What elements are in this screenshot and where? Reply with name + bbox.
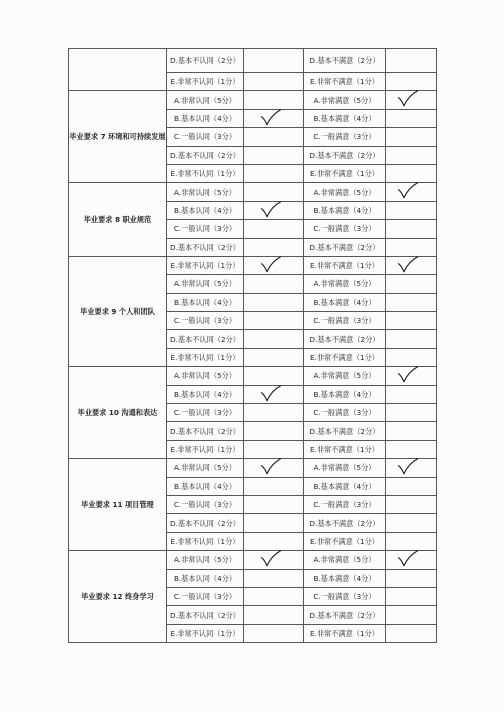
satisfaction-option: E.非常不满意（1分） <box>304 348 386 366</box>
check-mark-icon <box>397 182 419 200</box>
satisfaction-option: A.非常满意（5分） <box>304 275 386 293</box>
satisfaction-check-cell[interactable] <box>386 440 437 458</box>
satisfaction-check-cell[interactable] <box>386 275 437 293</box>
agree-option: C.一般认同（3分） <box>167 495 244 513</box>
satisfaction-option: B.基本满意（4分） <box>304 385 386 403</box>
agree-check-cell[interactable] <box>244 128 304 146</box>
satisfaction-check-cell[interactable] <box>386 49 437 73</box>
table-row <box>69 459 437 477</box>
agree-check-cell[interactable] <box>244 495 304 513</box>
satisfaction-option: E.非常不满意（1分） <box>304 624 386 642</box>
satisfaction-option: D.基本不满意（2分） <box>304 146 386 164</box>
agree-check-cell[interactable] <box>244 624 304 642</box>
satisfaction-option: E.非常不满意（1分） <box>304 73 386 91</box>
satisfaction-check-cell[interactable] <box>386 459 437 477</box>
agree-option: D.基本不认同（2分） <box>167 330 244 348</box>
satisfaction-option: E.非常不满意（1分） <box>304 256 386 274</box>
table-row <box>69 551 437 569</box>
satisfaction-check-cell[interactable] <box>386 109 437 127</box>
agree-check-cell[interactable] <box>244 275 304 293</box>
check-mark-icon <box>397 256 419 274</box>
agree-check-cell[interactable] <box>244 183 304 201</box>
agree-option: A.非常认同（5分） <box>167 459 244 477</box>
agree-check-cell[interactable] <box>244 73 304 91</box>
satisfaction-check-cell[interactable] <box>386 367 437 385</box>
table-row <box>69 49 437 73</box>
agree-check-cell[interactable] <box>244 367 304 385</box>
satisfaction-option: B.基本满意（4分） <box>304 293 386 311</box>
satisfaction-option: D.基本不满意（2分） <box>304 514 386 532</box>
agree-check-cell[interactable] <box>244 569 304 587</box>
agree-option: E.非常不认同（1分） <box>167 73 244 91</box>
agree-check-cell[interactable] <box>244 256 304 274</box>
agree-check-cell[interactable] <box>244 459 304 477</box>
agree-option: E.非常不认同（1分） <box>167 624 244 642</box>
requirement-label: 毕业要求 9 个人和团队 <box>69 256 167 366</box>
agree-option: E.非常不认同（1分） <box>167 440 244 458</box>
satisfaction-check-cell[interactable] <box>386 587 437 605</box>
agree-option: C.一般认同（3分） <box>167 312 244 330</box>
satisfaction-option: D.基本不满意（2分） <box>304 238 386 256</box>
agree-check-cell[interactable] <box>244 293 304 311</box>
agree-option: B.基本认同（4分） <box>167 477 244 495</box>
agree-option: B.基本认同（4分） <box>167 385 244 403</box>
agree-option: E.非常不认同（1分） <box>167 532 244 550</box>
satisfaction-check-cell[interactable] <box>386 312 437 330</box>
agree-check-cell[interactable] <box>244 312 304 330</box>
check-mark-icon <box>260 256 282 274</box>
agree-option: B.基本认同（4分） <box>167 293 244 311</box>
agree-option: B.基本认同（4分） <box>167 109 244 127</box>
satisfaction-check-cell[interactable] <box>386 164 437 182</box>
agree-option: D.基本不认同（2分） <box>167 146 244 164</box>
satisfaction-check-cell[interactable] <box>386 477 437 495</box>
satisfaction-check-cell[interactable] <box>386 514 437 532</box>
empty-label-cell <box>69 49 167 91</box>
satisfaction-option: E.非常不满意（1分） <box>304 532 386 550</box>
check-mark-icon <box>397 458 419 476</box>
agree-check-cell[interactable] <box>244 514 304 532</box>
agree-option: D.基本不认同（2分） <box>167 606 244 624</box>
satisfaction-option: C.一般满意（3分） <box>304 128 386 146</box>
check-mark-icon <box>260 385 282 403</box>
check-mark-icon <box>260 458 282 476</box>
agree-option: A.非常认同（5分） <box>167 275 244 293</box>
satisfaction-option: A.非常满意（5分） <box>304 551 386 569</box>
satisfaction-check-cell[interactable] <box>386 495 437 513</box>
agree-option: E.非常不认同（1分） <box>167 348 244 366</box>
satisfaction-check-cell[interactable] <box>386 238 437 256</box>
satisfaction-option: C.一般满意（3分） <box>304 587 386 605</box>
agree-check-cell[interactable] <box>244 606 304 624</box>
agree-option: B.基本认同（4分） <box>167 201 244 219</box>
agree-option: B.基本认同（4分） <box>167 569 244 587</box>
satisfaction-option: A.非常满意（5分） <box>304 91 386 109</box>
agree-check-cell[interactable] <box>244 146 304 164</box>
agree-option: A.非常认同（5分） <box>167 551 244 569</box>
agree-check-cell[interactable] <box>244 238 304 256</box>
agree-check-cell[interactable] <box>244 164 304 182</box>
check-mark-icon <box>397 366 419 384</box>
agree-option: A.非常认同（5分） <box>167 183 244 201</box>
agree-option: A.非常认同（5分） <box>167 91 244 109</box>
table-row <box>69 367 437 385</box>
satisfaction-check-cell[interactable] <box>386 146 437 164</box>
check-mark-icon <box>397 550 419 568</box>
agree-option: E.非常不认同（1分） <box>167 164 244 182</box>
satisfaction-option: D.基本不满意（2分） <box>304 49 386 73</box>
agree-option: D.基本不认同（2分） <box>167 238 244 256</box>
requirement-label: 毕业要求 10 沟通和表达 <box>69 367 167 459</box>
satisfaction-option: E.非常不满意（1分） <box>304 164 386 182</box>
satisfaction-check-cell[interactable] <box>386 551 437 569</box>
agree-option: D.基本不认同（2分） <box>167 514 244 532</box>
agree-option: A.非常认同（5分） <box>167 367 244 385</box>
satisfaction-check-cell[interactable] <box>386 404 437 422</box>
agree-check-cell[interactable] <box>244 91 304 109</box>
satisfaction-option: A.非常满意（5分） <box>304 183 386 201</box>
satisfaction-check-cell[interactable] <box>386 201 437 219</box>
agree-option: C.一般认同（3分） <box>167 220 244 238</box>
table-row <box>69 183 437 201</box>
satisfaction-option: C.一般满意（3分） <box>304 312 386 330</box>
satisfaction-check-cell[interactable] <box>386 183 437 201</box>
agree-option: C.一般认同（3分） <box>167 587 244 605</box>
satisfaction-option: A.非常满意（5分） <box>304 367 386 385</box>
agree-option: C.一般认同（3分） <box>167 128 244 146</box>
satisfaction-check-cell[interactable] <box>386 73 437 91</box>
table-row <box>69 256 437 274</box>
satisfaction-check-cell[interactable] <box>386 348 437 366</box>
agree-check-cell[interactable] <box>244 587 304 605</box>
satisfaction-check-cell[interactable] <box>386 606 437 624</box>
satisfaction-option: D.基本不满意（2分） <box>304 330 386 348</box>
survey-table <box>68 48 437 643</box>
agree-option: D.基本不认同（2分） <box>167 49 244 73</box>
requirement-label: 毕业要求 12 终身学习 <box>69 551 167 643</box>
check-mark-icon <box>260 550 282 568</box>
agree-option: C.一般认同（3分） <box>167 404 244 422</box>
satisfaction-check-cell[interactable] <box>386 385 437 403</box>
agree-check-cell[interactable] <box>244 385 304 403</box>
satisfaction-option: C.一般满意（3分） <box>304 495 386 513</box>
agree-check-cell[interactable] <box>244 532 304 550</box>
agree-check-cell[interactable] <box>244 551 304 569</box>
table-row <box>69 91 437 109</box>
satisfaction-option: B.基本满意（4分） <box>304 109 386 127</box>
requirement-label: 毕业要求 7 环境和可持续发展 <box>69 91 167 183</box>
agree-check-cell[interactable] <box>244 201 304 219</box>
agree-check-cell[interactable] <box>244 422 304 440</box>
agree-check-cell[interactable] <box>244 49 304 73</box>
agree-check-cell[interactable] <box>244 348 304 366</box>
agree-check-cell[interactable] <box>244 220 304 238</box>
satisfaction-check-cell[interactable] <box>386 330 437 348</box>
agree-option: E.非常不认同（1分） <box>167 256 244 274</box>
satisfaction-option: A.非常满意（5分） <box>304 459 386 477</box>
agree-check-cell[interactable] <box>244 404 304 422</box>
agree-option: D.基本不认同（2分） <box>167 422 244 440</box>
satisfaction-check-cell[interactable] <box>386 91 437 109</box>
agree-check-cell[interactable] <box>244 330 304 348</box>
satisfaction-option: D.基本不满意（2分） <box>304 606 386 624</box>
agree-check-cell[interactable] <box>244 109 304 127</box>
requirement-label: 毕业要求 11 项目管理 <box>69 459 167 551</box>
satisfaction-check-cell[interactable] <box>386 293 437 311</box>
satisfaction-check-cell[interactable] <box>386 569 437 587</box>
satisfaction-check-cell[interactable] <box>386 128 437 146</box>
satisfaction-option: C.一般满意（3分） <box>304 404 386 422</box>
satisfaction-option: B.基本满意（4分） <box>304 569 386 587</box>
check-mark-icon <box>260 201 282 219</box>
satisfaction-option: E.非常不满意（1分） <box>304 440 386 458</box>
check-mark-icon <box>397 90 419 108</box>
satisfaction-check-cell[interactable] <box>386 624 437 642</box>
satisfaction-option: D.基本不满意（2分） <box>304 422 386 440</box>
satisfaction-check-cell[interactable] <box>386 256 437 274</box>
check-mark-icon <box>260 109 282 127</box>
satisfaction-option: B.基本满意（4分） <box>304 201 386 219</box>
agree-check-cell[interactable] <box>244 477 304 495</box>
satisfaction-check-cell[interactable] <box>386 422 437 440</box>
satisfaction-option: B.基本满意（4分） <box>304 477 386 495</box>
satisfaction-check-cell[interactable] <box>386 532 437 550</box>
satisfaction-check-cell[interactable] <box>386 220 437 238</box>
satisfaction-option: C.一般满意（3分） <box>304 220 386 238</box>
agree-check-cell[interactable] <box>244 440 304 458</box>
requirement-label: 毕业要求 8 职业规范 <box>69 183 167 257</box>
